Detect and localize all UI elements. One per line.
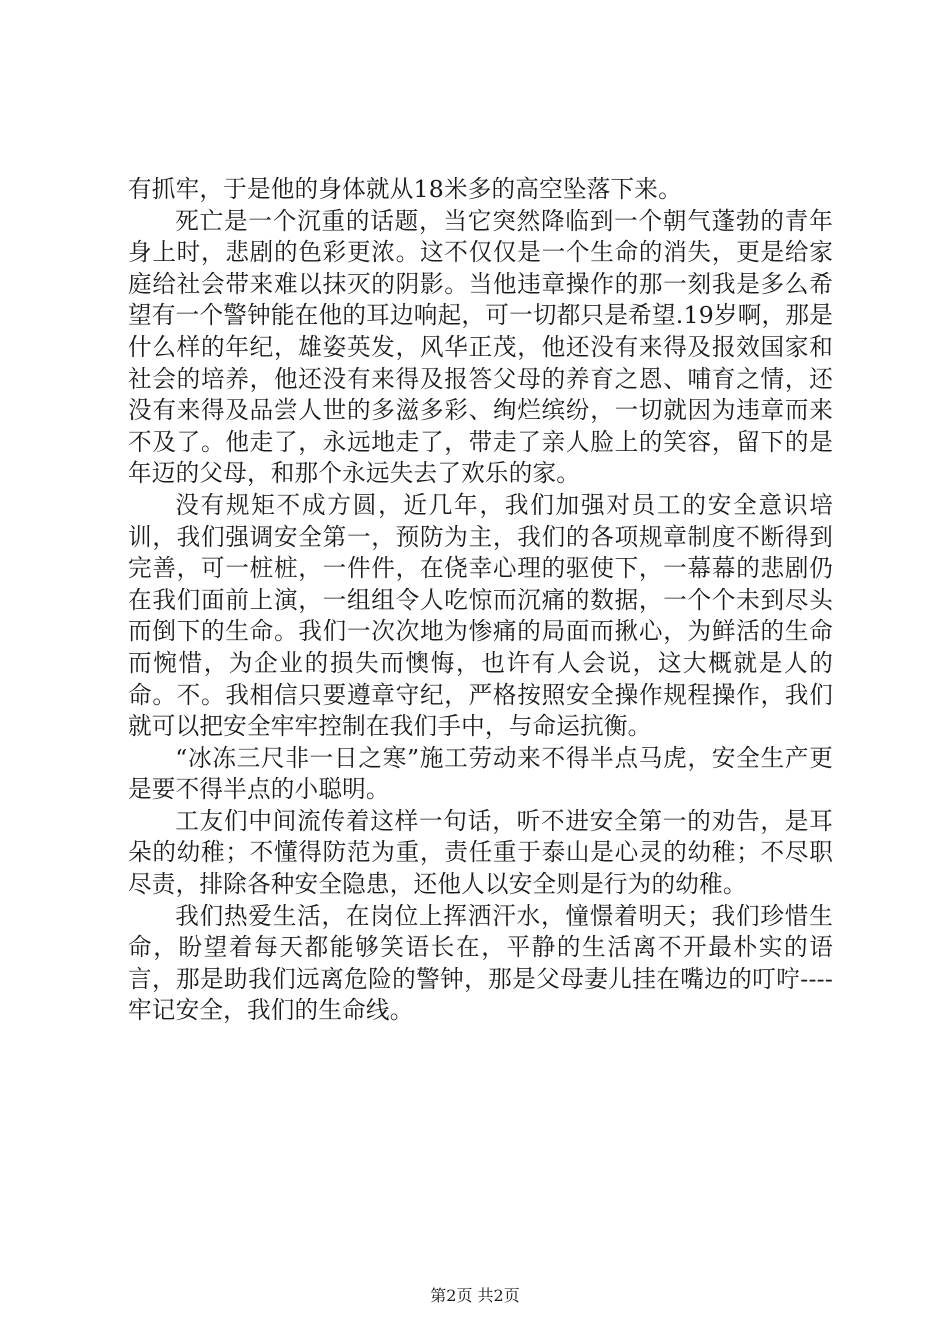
paragraph-rules: 没有规矩不成方圆，近几年，我们加强对员工的安全意识培训，我们强调安全第一，预防为主，我们的各项规章制度不断得到完善，可一桩桩，一件件，在侥幸心理的驱使下，一幕幕的悲剧仍在我们面前上演，一组组令人吃惊而沉痛的数据，一个个未到尽头而倒下的生命。我们一次次地为惨痛的局面而揪心，为鲜活的生命而惋惜，为企业的损失而懊悔，也许有人会说，这大概就是人的命。不。我相信只要遵章守纪，严格按照安全操作规程操作，我们就可以把安全牢牢控制在我们手中，与命运抗衡。 (128, 490, 833, 741)
paragraph-conclusion: 我们热爱生活，在岗位上挥洒汗水，憧憬着明天；我们珍惜生命，盼望着每天都能够笑语长在，平静的生活离不开最朴实的语言，那是助我们远离危险的警钟，那是父母妻儿挂在嘴边的叮咛----牢记安全，我们的生命线。 (128, 901, 833, 1025)
paragraph-death-topic: 死亡是一个沉重的话题，当它突然降临到一个朝气蓬勃的青年身上时，悲剧的色彩更浓。这不仅仅是一个生命的消失，更是给家庭给社会带来难以抹灭的阴影。当他违章操作的那一刻我是多么希望有一个警钟能在他的耳边响起，可一切都只是希望.19岁啊，那是什么样的年纪，雄姿英发，风华正茂，他还没有来得及报效国家和社会的培养，他还没有来得及报答父母的养育之恩、哺育之情，还没有来得及品尝人世的多滋多彩、绚烂缤纷，一切就因为违章而来不及了。他走了，永远地走了，带走了亲人脸上的笑容，留下的是年迈的父母，和那个永远失去了欢乐的家。 (128, 206, 833, 488)
paragraph-proverb: “冰冻三尺非一日之寒”施工劳动来不得半点马虎，安全生产更是要不得半点的小聪明。 (128, 743, 833, 804)
paragraph-continuation: 有抓牢，于是他的身体就从18米多的高空坠落下来。 (128, 175, 682, 203)
document-body (128, 174, 833, 1027)
page-number-footer: 第2页 共2页 (430, 1286, 520, 1305)
paragraph-workers-saying: 工友们中间流传着这样一句话，听不进安全第一的劝告，是耳朵的幼稚；不懂得防范为重，责任重于泰山是心灵的幼稚；不尽职尽责，排除各种安全隐患，还他人以安全则是行为的幼稚。 (128, 806, 833, 899)
